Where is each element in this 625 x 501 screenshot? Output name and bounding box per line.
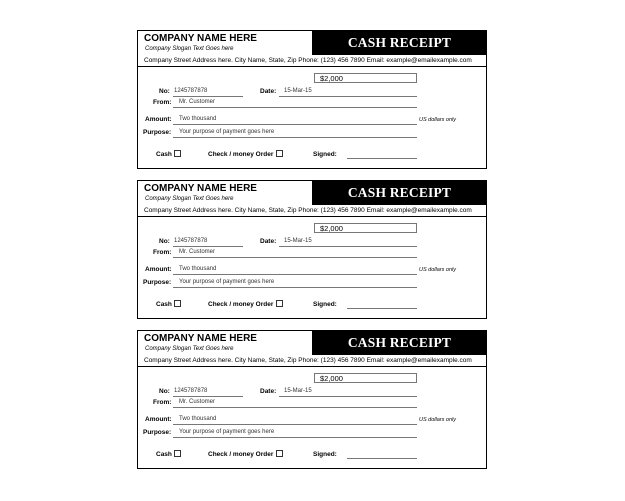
currency-note: US dollars only — [419, 267, 456, 273]
receipt-number-label: No: — [159, 388, 170, 395]
company-address-line: Company Street Address here. City Name, State, Zip Phone: (123) 456 7890 Email: example@emailexample.com — [138, 205, 486, 217]
purpose-value: Your purpose of payment goes here — [179, 129, 275, 135]
amount-words-value: Two thousand — [179, 266, 217, 272]
from-label: From: — [153, 249, 172, 256]
receipt-title: CASH RECEIPT — [347, 35, 452, 50]
purpose-line — [173, 437, 417, 438]
company-name: COMPANY NAME HERE — [144, 333, 257, 344]
date-value: 15-Mar-15 — [284, 88, 312, 94]
company-slogan: Company Slogan Text Goes here — [145, 196, 234, 202]
cheque-checkbox[interactable] — [276, 150, 283, 157]
receipt-number-value: 1245787878 — [174, 88, 208, 94]
date-label: Date: — [260, 238, 277, 245]
purpose-label: Purpose: — [143, 429, 172, 436]
company-address-line: Company Street Address here. City Name, State, Zip Phone: (123) 456 7890 Email: example@emailexample.com — [138, 55, 486, 67]
receipt-title: CASH RECEIPT — [347, 185, 452, 200]
receipt-title: CASH RECEIPT — [347, 335, 452, 350]
receipt-number-label: No: — [159, 238, 170, 245]
from-line — [173, 107, 417, 108]
cash-label: Cash — [156, 451, 172, 458]
receipt-number-line — [173, 396, 243, 397]
cash-checkbox[interactable] — [174, 300, 181, 307]
receipt-number-line — [173, 96, 243, 97]
cheque-label: Check / money Order — [208, 451, 274, 458]
amount-words-value: Two thousand — [179, 416, 217, 422]
cash-checkbox[interactable] — [174, 150, 181, 157]
purpose-line — [173, 287, 417, 288]
purpose-label: Purpose: — [143, 129, 172, 136]
receipt-number-label: No: — [159, 88, 170, 95]
from-value: Mr. Customer — [179, 99, 216, 105]
amount-words-line — [173, 124, 417, 125]
amount-label: Amount: — [145, 116, 172, 123]
receipt-number-value: 1245787878 — [174, 238, 208, 244]
currency-note: US dollars only — [419, 117, 456, 123]
from-value: Mr. Customer — [179, 249, 216, 255]
cash-label: Cash — [156, 301, 172, 308]
date-label: Date: — [260, 88, 277, 95]
cheque-label: Check / money Order — [208, 151, 274, 158]
date-line — [279, 246, 417, 247]
from-value: Mr. Customer — [179, 399, 216, 405]
cheque-checkbox[interactable] — [276, 450, 283, 457]
amount-figure-field[interactable]: $2,000 — [314, 73, 417, 83]
from-line — [173, 257, 417, 258]
signed-label: Signed: — [313, 301, 337, 308]
from-label: From: — [153, 399, 172, 406]
amount-label: Amount: — [145, 416, 172, 423]
date-line — [279, 396, 417, 397]
receipt-number-value: 1245787878 — [174, 388, 208, 394]
company-slogan: Company Slogan Text Goes here — [145, 46, 234, 52]
currency-note: US dollars only — [419, 417, 456, 423]
company-name: COMPANY NAME HERE — [144, 183, 257, 194]
receipt-number-line — [173, 246, 243, 247]
company-address-line: Company Street Address here. City Name, State, Zip Phone: (123) 456 7890 Email: example@emailexample.com — [138, 355, 486, 367]
cash-label: Cash — [156, 151, 172, 158]
company-slogan: Company Slogan Text Goes here — [145, 346, 234, 352]
amount-words-line — [173, 274, 417, 275]
purpose-value: Your purpose of payment goes here — [179, 279, 275, 285]
amount-label: Amount: — [145, 266, 172, 273]
receipt-title-banner — [312, 181, 487, 205]
amount-words-value: Two thousand — [179, 116, 217, 122]
signed-label: Signed: — [313, 451, 337, 458]
signature-line[interactable] — [347, 458, 417, 459]
signature-line[interactable] — [347, 308, 417, 309]
cheque-label: Check / money Order — [208, 301, 274, 308]
purpose-value: Your purpose of payment goes here — [179, 429, 275, 435]
from-line — [173, 407, 417, 408]
date-value: 15-Mar-15 — [284, 388, 312, 394]
from-label: From: — [153, 99, 172, 106]
receipt-title-banner — [312, 31, 487, 55]
cash-checkbox[interactable] — [174, 450, 181, 457]
purpose-line — [173, 137, 417, 138]
date-value: 15-Mar-15 — [284, 238, 312, 244]
amount-figure-field[interactable]: $2,000 — [314, 223, 417, 233]
cheque-checkbox[interactable] — [276, 300, 283, 307]
company-name: COMPANY NAME HERE — [144, 33, 257, 44]
signature-line[interactable] — [347, 158, 417, 159]
cash-receipt-1 — [137, 30, 487, 169]
amount-figure-field[interactable]: $2,000 — [314, 373, 417, 383]
receipt-title-banner — [312, 331, 487, 355]
date-line — [279, 96, 417, 97]
signed-label: Signed: — [313, 151, 337, 158]
cash-receipt-2 — [137, 180, 487, 319]
date-label: Date: — [260, 388, 277, 395]
amount-words-line — [173, 424, 417, 425]
cash-receipt-3 — [137, 330, 487, 469]
purpose-label: Purpose: — [143, 279, 172, 286]
